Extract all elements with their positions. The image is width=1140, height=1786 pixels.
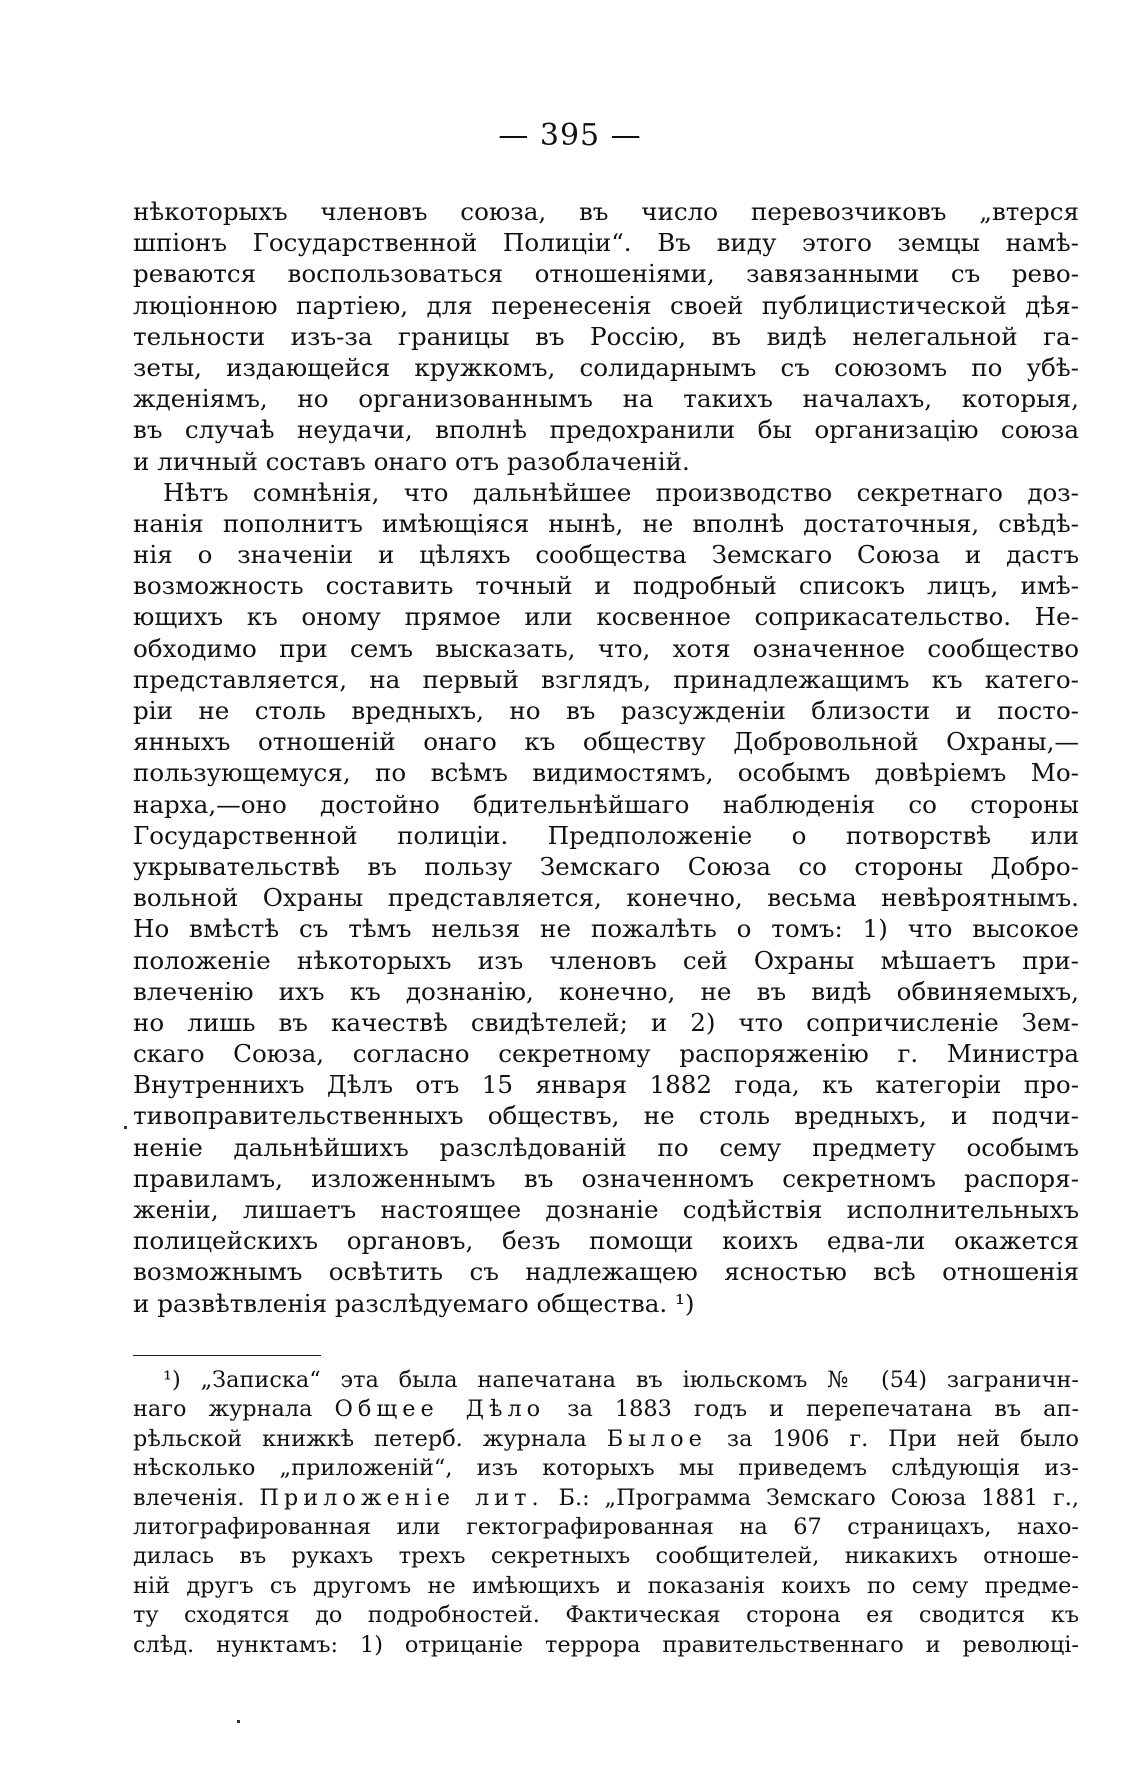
text-line: пользующемуся, по всѣмъ видимостямъ, особымъ довѣріемъ Мо- (133, 758, 1079, 788)
journal-title: Общее Дѣло (334, 1396, 546, 1423)
paragraph-start-line: Нѣтъ сомнѣнія, что дальнѣйшее производство секретнаго доз- (163, 477, 1079, 507)
text-line: ющихъ къ оному прямое или косвенное соприкасательство. Не- (133, 602, 1079, 632)
text-line: реваются воспользоваться отношеніями, завязанными съ рево- (133, 259, 1079, 289)
text-line: укрывательствѣ въ пользу Земскаго Союза со стороны Добро- (133, 851, 1079, 881)
footnote-line: литографированная или гектографированная на 67 страницахъ, нахо- (133, 1513, 1079, 1540)
footnote-text: рѣльской книжкѣ петерб. журнала (133, 1425, 587, 1452)
text-line: возможнымъ освѣтить съ надлежащею ясностью всѣ отношенія (133, 1257, 1079, 1287)
text-line: обходимо при семъ высказать, что, хотя означенное сообщество (133, 633, 1079, 663)
text-line: нѣкоторыхъ членовъ союза, въ число перевозчиковъ „втерся (133, 197, 1079, 226)
ink-speck (237, 1720, 240, 1723)
footnote-text: Б.: „Программа Земскаго Союза 1881 г., (558, 1484, 1079, 1511)
journal-title: Былое (606, 1425, 707, 1452)
text-line: но лишь въ качествѣ свидѣтелей; и 2) что сопричисленіе Зем- (133, 1007, 1079, 1037)
text-line: влеченію ихъ къ дознанію, конечно, не въ видѣ обвиняемыхъ, (133, 976, 1079, 1006)
footnote-text: за 1883 годъ и перепечатана въ ап- (567, 1396, 1080, 1423)
text-line: вольной Охраны представляется, конечно, весьма невѣроятнымъ. (133, 883, 1079, 913)
footnote-line (133, 1395, 1079, 1424)
text-line: нарха,—оно достойно бдительнѣйшаго наблюденія со стороны (133, 789, 1079, 819)
text-line: янныхъ отношеній онаго къ обществу Добровольной Охраны,— (133, 727, 1079, 757)
text-line: правиламъ, изложеннымъ въ означенномъ секретномъ распоря- (133, 1163, 1079, 1193)
text-line: представляется, на первый взглядъ, принадлежащимъ къ катего- (133, 664, 1079, 694)
text-line: жденіямъ, но организованнымъ на такихъ началахъ, которыя, (133, 384, 1079, 414)
footnote-line: ¹) „Записка“ эта была напечатана въ іюльскомъ № (54) заграничн- (163, 1367, 1079, 1393)
appendix-label: Приложеніе лит. (259, 1484, 544, 1511)
footnote-line: ту сходятся до подробностей. Фактическая сторона ея сводится къ (133, 1602, 1079, 1629)
text-line: Внутреннихъ Дѣлъ отъ 15 января 1882 года, къ категоріи про- (133, 1070, 1079, 1100)
footnote-text: за 1906 г. При ней было (726, 1425, 1079, 1452)
text-line: тивоправительственныхъ обществъ, не столь вредныхъ, и подчи- (133, 1101, 1079, 1131)
text-line: полицейскихъ органовъ, безъ помощи коихъ едва-ли окажется (133, 1226, 1079, 1256)
footnote-divider (133, 1355, 321, 1356)
text-line: и развѣтвленія разслѣдуемаго общества. ¹) (133, 1288, 695, 1318)
text-line: тельности изъ-за границы въ Россію, въ видѣ нелегальной га- (133, 321, 1079, 351)
footnote-text: наго журнала (133, 1396, 313, 1423)
text-line: зеты, издающейся кружкомъ, солидарнымъ съ союзомъ по убѣ- (133, 352, 1079, 382)
text-line: неніе дальнѣйшихъ разслѣдованій по сему предмету особымъ (133, 1132, 1079, 1162)
text-line: скаго Союза, согласно секретному распоряженію г. Министра (133, 1039, 1079, 1069)
ink-speck (124, 1126, 127, 1129)
text-line: шпіонъ Государственной Полиціи“. Въ виду этого земцы намѣ- (133, 228, 1079, 258)
footnote (133, 1366, 1079, 1660)
footnote-text: влеченія. (133, 1484, 245, 1511)
text-line: Но вмѣстѣ съ тѣмъ нельзя не пожалѣть о томъ: 1) что высокое (133, 914, 1079, 944)
text-line: положеніе нѣкоторыхъ изъ членовъ сей Охраны мѣшаетъ при- (133, 945, 1079, 975)
text-line: женіи, лишаетъ настоящее дознаніе содѣйствія исполнительныхъ (133, 1195, 1079, 1224)
footnote-line (133, 1484, 1079, 1513)
footnote-line: нѣсколько „приложеній“, изъ которыхъ мы приведемъ слѣдующія из- (133, 1455, 1079, 1482)
text-line: люціонною партіею, для перенесенія своей публицистической дѣя- (133, 290, 1079, 320)
page-number: — 395 — (498, 118, 642, 153)
text-line: нія о значеніи и цѣляхъ сообщества Земскаго Союза и дастъ (133, 540, 1079, 570)
text-line: возможность составить точный и подробный списокъ лицъ, имѣ- (133, 571, 1079, 601)
text-line: нанія пополнитъ имѣющіяся нынѣ, не вполнѣ достаточныя, свѣдѣ- (133, 508, 1079, 538)
text-line: ріи не столь вредныхъ, но въ разсужденіи близости и посто- (133, 696, 1079, 725)
footnote-line: ній другъ съ другомъ не имѣющихъ и показанія коихъ по сему предме- (133, 1572, 1079, 1599)
footnote-line: дилась въ рукахъ трехъ секретныхъ сообщителей, никакихъ отноше- (133, 1543, 1079, 1570)
footnote-line (133, 1425, 1079, 1454)
footnote-line: слѣд. нунктамъ: 1) отрицаніе террора правительственнаго и революці- (133, 1631, 1079, 1658)
text-line: Государственной полиціи. Предположеніе о потворствѣ или (133, 820, 1079, 850)
main-text (133, 196, 1079, 1319)
text-line: и личный составъ онаго отъ разоблаченій. (133, 446, 690, 476)
text-line: въ случаѣ неудачи, вполнѣ предохранили бы организацію союза (133, 415, 1079, 445)
